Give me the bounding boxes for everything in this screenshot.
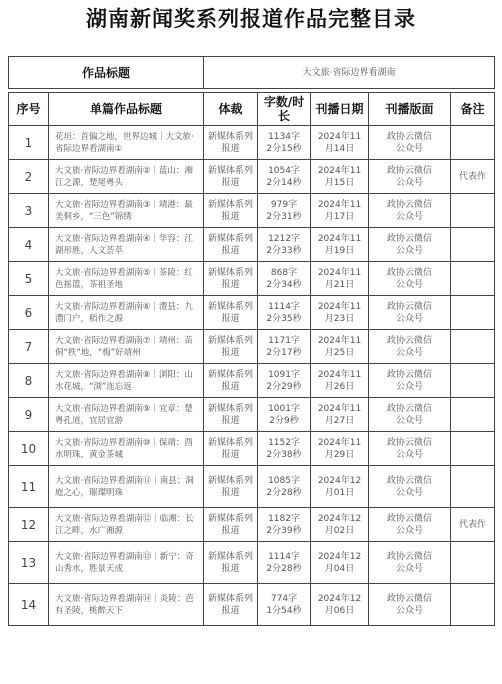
row-outlet-line2: 公众号 — [396, 279, 424, 290]
row-seq: 3 — [9, 194, 49, 228]
row-words-duration-line2: 2分14秒 — [266, 177, 302, 188]
row-date-line1: 2024年11 — [317, 233, 362, 244]
row-date-line1: 2024年11 — [317, 403, 362, 414]
table-row — [9, 508, 495, 542]
row-words-duration-line2: 2分33秒 — [266, 245, 302, 256]
row-date — [311, 466, 369, 508]
row-seq: 1 — [9, 126, 49, 160]
row-remark — [451, 364, 495, 398]
row-genre: 新媒体系列报道 — [204, 330, 258, 364]
row-genre: 新媒体系列报道 — [204, 160, 258, 194]
header-date: 刊播日期 — [311, 93, 369, 126]
row-genre: 新媒体系列报道 — [204, 364, 258, 398]
row-outlet — [369, 432, 451, 466]
row-words-duration-line1: 774字 — [270, 593, 298, 604]
row-words-duration-line2: 2分28秒 — [266, 563, 302, 574]
row-date-line1: 2024年11 — [317, 369, 362, 380]
header-genre: 体裁 — [204, 93, 258, 126]
row-remark — [451, 296, 495, 330]
row-date-line2: 月04日 — [324, 563, 355, 574]
row-words-duration-line1: 1171字 — [268, 335, 300, 346]
row-date-line2: 月17日 — [324, 211, 355, 222]
header-seq: 序号 — [9, 93, 49, 126]
row-outlet-line1: 政协云微信 — [387, 131, 433, 142]
row-seq: 4 — [9, 228, 49, 262]
row-outlet — [369, 194, 451, 228]
row-title: 大文旅·省际边界看湖南⑨｜宜章：楚粤孔道，宜居宜游 — [49, 398, 204, 432]
row-date-line2: 月21日 — [324, 279, 355, 290]
row-seq: 2 — [9, 160, 49, 194]
row-outlet-line1: 政协云微信 — [387, 475, 433, 486]
row-words-duration-line1: 868字 — [270, 267, 298, 278]
row-date — [311, 432, 369, 466]
row-words-duration-line1: 1114字 — [268, 551, 300, 562]
row-words-duration-line2: 2分34秒 — [266, 279, 302, 290]
row-outlet-line1: 政协云微信 — [387, 335, 433, 346]
row-date — [311, 126, 369, 160]
row-remark — [451, 398, 495, 432]
row-date-line1: 2024年11 — [317, 267, 362, 278]
row-genre: 新媒体系列报道 — [204, 432, 258, 466]
header-words-duration: 字数/时长 — [258, 93, 311, 126]
row-outlet — [369, 126, 451, 160]
row-genre: 新媒体系列报道 — [204, 466, 258, 508]
row-outlet-line2: 公众号 — [396, 143, 424, 154]
row-remark — [451, 194, 495, 228]
row-title: 大文旅·省际边界看湖南⑪｜南县：洞庭之心，璀璨明珠 — [49, 466, 204, 508]
header-item-title: 单篇作品标题 — [49, 93, 204, 126]
row-title: 大文旅·省际边界看湖南④｜华容：江湖形胜，人文荟萃 — [49, 228, 204, 262]
row-outlet-line2: 公众号 — [396, 177, 424, 188]
row-outlet-line1: 政协云微信 — [387, 301, 433, 312]
table-row — [9, 126, 495, 160]
row-date-line1: 2024年12 — [317, 513, 362, 524]
row-remark — [451, 126, 495, 160]
row-words-duration — [258, 228, 311, 262]
row-remark: 代表作 — [451, 160, 495, 194]
row-date-line1: 2024年11 — [317, 335, 362, 346]
row-date — [311, 398, 369, 432]
row-date-line1: 2024年11 — [317, 199, 362, 210]
row-date-line2: 月29日 — [324, 449, 355, 460]
row-outlet — [369, 466, 451, 508]
row-words-duration — [258, 364, 311, 398]
row-genre: 新媒体系列报道 — [204, 228, 258, 262]
table-row — [9, 364, 495, 398]
table-row — [9, 194, 495, 228]
row-outlet-line1: 政协云微信 — [387, 369, 433, 380]
row-outlet-line2: 公众号 — [396, 245, 424, 256]
row-words-duration-line1: 1134字 — [268, 131, 300, 142]
row-words-duration-line1: 1091字 — [268, 369, 300, 380]
row-date — [311, 160, 369, 194]
row-outlet-line2: 公众号 — [396, 415, 424, 426]
row-outlet-line2: 公众号 — [396, 605, 424, 616]
row-outlet — [369, 584, 451, 626]
work-title-label: 作品标题 — [9, 57, 204, 89]
row-date-line1: 2024年11 — [317, 131, 362, 142]
row-date-line1: 2024年11 — [317, 437, 362, 448]
row-words-duration — [258, 584, 311, 626]
row-words-duration-line1: 1085字 — [268, 475, 300, 486]
row-remark — [451, 542, 495, 584]
table-row — [9, 160, 495, 194]
row-remark — [451, 228, 495, 262]
row-outlet — [369, 228, 451, 262]
row-date-line2: 月25日 — [324, 347, 355, 358]
table-row — [9, 432, 495, 466]
row-words-duration-line1: 1001字 — [268, 403, 300, 414]
row-genre: 新媒体系列报道 — [204, 398, 258, 432]
row-seq: 9 — [9, 398, 49, 432]
row-date-line1: 2024年12 — [317, 551, 362, 562]
row-words-duration-line2: 2分15秒 — [266, 143, 302, 154]
header-outlet: 刊播版面 — [369, 93, 451, 126]
row-date-line2: 月15日 — [324, 177, 355, 188]
row-words-duration-line1: 1212字 — [268, 233, 300, 244]
row-words-duration-line1: 979字 — [270, 199, 298, 210]
row-outlet-line1: 政协云微信 — [387, 165, 433, 176]
row-words-duration-line2: 2分9秒 — [269, 415, 299, 426]
table-row — [9, 542, 495, 584]
row-date-line2: 月23日 — [324, 313, 355, 324]
row-seq: 5 — [9, 262, 49, 296]
row-date — [311, 584, 369, 626]
row-genre: 新媒体系列报道 — [204, 126, 258, 160]
row-title: 大文旅·省际边界看湖南⑭｜炎陵：芭有圣陵，桃醉天下 — [49, 584, 204, 626]
row-date — [311, 296, 369, 330]
row-words-duration-line2: 2分29秒 — [266, 381, 302, 392]
row-outlet — [369, 262, 451, 296]
row-seq: 13 — [9, 542, 49, 584]
row-words-duration-line2: 2分31秒 — [266, 211, 302, 222]
row-title: 大文旅·省际边界看湖南②｜蓝山：湘江之源，楚尾粤头 — [49, 160, 204, 194]
row-remark — [451, 584, 495, 626]
row-remark — [451, 432, 495, 466]
row-outlet-line2: 公众号 — [396, 313, 424, 324]
row-remark — [451, 466, 495, 508]
row-seq: 14 — [9, 584, 49, 626]
row-genre: 新媒体系列报道 — [204, 194, 258, 228]
row-words-duration — [258, 330, 311, 364]
row-words-duration-line2: 1分54秒 — [266, 605, 302, 616]
row-outlet — [369, 330, 451, 364]
row-outlet — [369, 398, 451, 432]
row-title: 大文旅·省际边界看湖南⑫｜临湘：长江之畔，水广湘源 — [49, 508, 204, 542]
table-row — [9, 398, 495, 432]
row-words-duration-line1: 1152字 — [268, 437, 300, 448]
row-seq: 7 — [9, 330, 49, 364]
row-outlet-line1: 政协云微信 — [387, 403, 433, 414]
row-date — [311, 262, 369, 296]
row-words-duration — [258, 432, 311, 466]
header-row — [9, 93, 495, 126]
row-words-duration-line2: 2分17秒 — [266, 347, 302, 358]
row-date-line1: 2024年11 — [317, 301, 362, 312]
row-title: 大文旅·省际边界看湖南⑥｜澧县：九澧门户，稻作之源 — [49, 296, 204, 330]
row-date-line2: 月26日 — [324, 381, 355, 392]
row-words-duration — [258, 194, 311, 228]
row-seq: 8 — [9, 364, 49, 398]
row-outlet-line2: 公众号 — [396, 449, 424, 460]
row-date-line2: 月19日 — [324, 245, 355, 256]
row-date — [311, 364, 369, 398]
header-remark: 备注 — [451, 93, 495, 126]
row-date-line2: 月27日 — [324, 415, 355, 426]
row-words-duration-line2: 2分35秒 — [266, 313, 302, 324]
row-outlet-line2: 公众号 — [396, 381, 424, 392]
row-words-duration — [258, 466, 311, 508]
table-row — [9, 330, 495, 364]
row-title: 大文旅·省际边界看湖南⑬｜新宁：奇山秀水，胜景天成 — [49, 542, 204, 584]
row-remark: 代表作 — [451, 508, 495, 542]
work-title-value: 大文旅·省际边界看湖南 — [204, 57, 495, 89]
row-remark — [451, 262, 495, 296]
row-outlet-line2: 公众号 — [396, 211, 424, 222]
row-words-duration-line2: 2分28秒 — [266, 487, 302, 498]
row-words-duration — [258, 262, 311, 296]
row-words-duration — [258, 126, 311, 160]
row-outlet — [369, 542, 451, 584]
row-words-duration — [258, 296, 311, 330]
row-date — [311, 508, 369, 542]
row-genre: 新媒体系列报道 — [204, 542, 258, 584]
row-words-duration — [258, 542, 311, 584]
row-date — [311, 542, 369, 584]
table-row — [9, 228, 495, 262]
row-words-duration-line1: 1114字 — [268, 301, 300, 312]
row-seq: 6 — [9, 296, 49, 330]
row-outlet — [369, 160, 451, 194]
row-date-line2: 月14日 — [324, 143, 355, 154]
row-title: 大文旅·省际边界看湖南③｜靖港：最美侗乡，“三色”锦绣 — [49, 194, 204, 228]
row-date — [311, 194, 369, 228]
row-date-line1: 2024年11 — [317, 165, 362, 176]
row-genre: 新媒体系列报道 — [204, 584, 258, 626]
row-words-duration — [258, 160, 311, 194]
row-seq: 11 — [9, 466, 49, 508]
row-remark — [451, 330, 495, 364]
row-genre: 新媒体系列报道 — [204, 262, 258, 296]
row-words-duration — [258, 508, 311, 542]
row-title: 大文旅·省际边界看湖南⑧｜浏阳：山水花城，“浏”连忘返 — [49, 364, 204, 398]
row-outlet-line1: 政协云微信 — [387, 513, 433, 524]
row-title: 大文旅·省际边界看湖南⑦｜靖州：苗侗“秩”地，“梅”好靖州 — [49, 330, 204, 364]
row-title: 花垣：首偏之地，世界边城｜大文旅·省际边界看湖南① — [49, 126, 204, 160]
row-date-line1: 2024年12 — [317, 475, 362, 486]
row-outlet-line2: 公众号 — [396, 347, 424, 358]
row-outlet-line1: 政协云微信 — [387, 267, 433, 278]
table-row — [9, 466, 495, 508]
row-outlet-line1: 政协云微信 — [387, 593, 433, 604]
row-title: 大文旅·省际边界看湖南⑤｜茶陵：红色摇篮，茶祖圣地 — [49, 262, 204, 296]
document-title: 湖南新闻奖系列报道作品完整目录 — [86, 6, 416, 31]
row-outlet-line1: 政协云微信 — [387, 199, 433, 210]
row-seq: 12 — [9, 508, 49, 542]
row-words-duration-line1: 1182字 — [268, 513, 300, 524]
row-outlet-line1: 政协云微信 — [387, 551, 433, 562]
row-genre: 新媒体系列报道 — [204, 296, 258, 330]
row-outlet-line2: 公众号 — [396, 525, 424, 536]
row-date-line2: 月02日 — [324, 525, 355, 536]
row-seq: 10 — [9, 432, 49, 466]
row-outlet-line1: 政协云微信 — [387, 437, 433, 448]
work-title-row — [9, 57, 495, 89]
table-row — [9, 296, 495, 330]
works-table — [8, 56, 495, 626]
row-outlet-line1: 政协云微信 — [387, 233, 433, 244]
row-outlet — [369, 508, 451, 542]
row-words-duration-line2: 2分39秒 — [266, 525, 302, 536]
row-words-duration — [258, 398, 311, 432]
row-outlet — [369, 364, 451, 398]
row-outlet-line2: 公众号 — [396, 563, 424, 574]
row-date — [311, 228, 369, 262]
row-date-line2: 月06日 — [324, 605, 355, 616]
row-genre: 新媒体系列报道 — [204, 508, 258, 542]
table-row — [9, 584, 495, 626]
row-date-line1: 2024年12 — [317, 593, 362, 604]
table-row — [9, 262, 495, 296]
row-date — [311, 330, 369, 364]
row-date-line2: 月01日 — [324, 487, 355, 498]
row-outlet-line2: 公众号 — [396, 487, 424, 498]
row-outlet — [369, 296, 451, 330]
row-words-duration-line1: 1054字 — [268, 165, 300, 176]
row-title: 大文旅·省际边界看湖南⑩｜保靖：酉水明珠，黄金茶城 — [49, 432, 204, 466]
row-words-duration-line2: 2分38秒 — [266, 449, 302, 460]
